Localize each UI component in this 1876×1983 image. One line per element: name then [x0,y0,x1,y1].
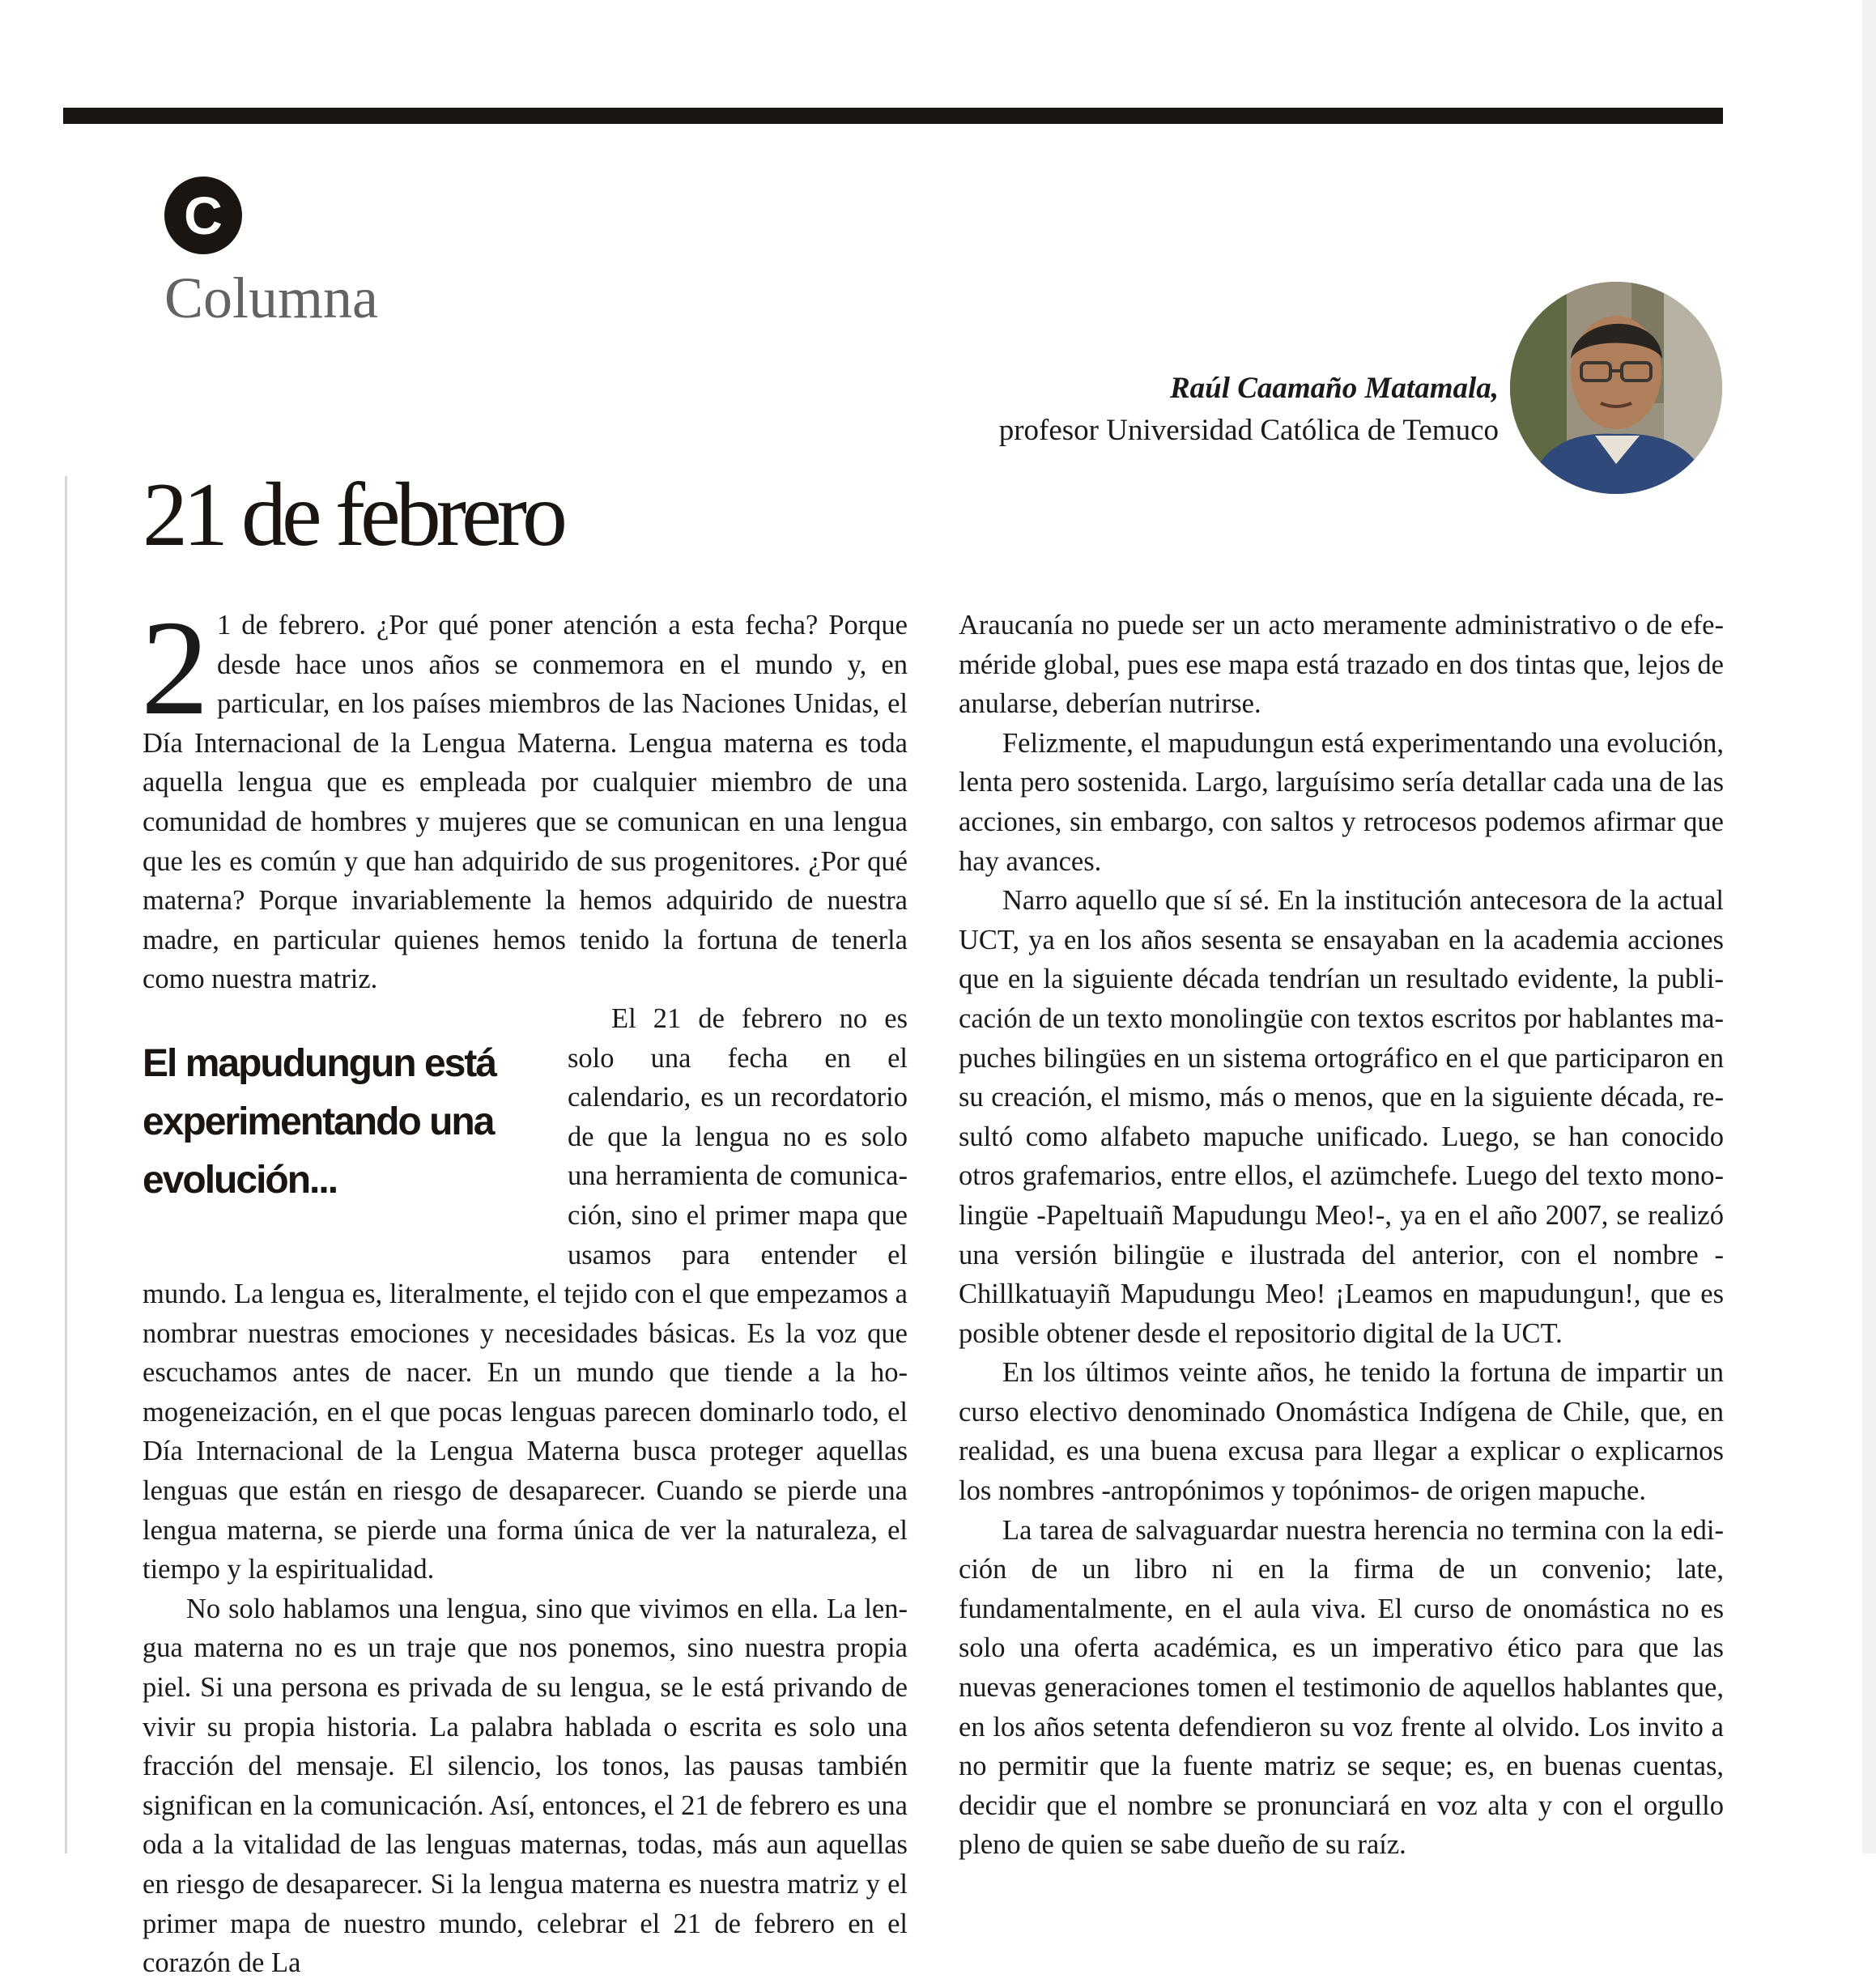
paragraph-text: 1 de febrero. ¿Por qué poner atención a esta fecha? Porque desde hace unos años se conmemora en el mundo y, en particular, en los países miembros de las Naciones Unidas, el Día Internacional de la Lengua Materna. Lengua materna es toda aquella lengua que es empleada por cualquier miembro de una comunidad de hombres y mujeres que se comunican en una lengua que les es común y que han adquirido de sus progenitores. ¿Por qué materna? Porque invariablemente la hemos adquirido de nuestra madre, en particular quienes hemos tenido la fortuna de tenerla como nuestra matriz. [143,610,908,995]
left-margin-rule [65,476,67,1853]
section-label: Columna [164,266,378,330]
headline: 21 de febrero [143,465,564,565]
article-paragraph: En los últimos veinte años, he tenido la fortuna de impartir un curso electivo denominado Onomástica Indígena de Chile, que, en realidad, es una buena excusa para llegar a explicar o explicarnos los nombres -antropónimos y topónimos- de origen mapuche. [959,1357,1724,1507]
article-paragraph: Narro aquello que sí sé. En la institución antecesora de la actual UCT, ya en los años sesenta se ensayaban en la academia acciones que en la siguiente década tendrían un resultado evidente, la publicación de un texto monolingüe con textos escritos por hablantes mapuches bilingües en un sistema ortográfico en el que participaron en su creación, el mismo, más o menos, que en la siguiente década, resultó como alfabeto mapuche unificado. Luego, se han conocido otros grafemarios, entre ellos, el azümchefe. Luego del texto monolingüe -Papeltuaiñ Mapudungu Meo!-, ya en el año 2007, se realizó una versión bilingüe e ilustrada del anterior, con el nombre -Chillkatuayiñ Mapudungu Meo! ¡Leamos en mapudungun!, que es posible obtener desde el repositorio digital de la UCT. [959,885,1724,1349]
article-paragraph: No solo hablamos una lengua, sino que vivimos en ella. La lengua materna no es un traje que nos ponemos, sino nuestra propia piel. Si una persona es privada de su lengua, se le está privando de vivir su propia historia. La palabra hablada o escrita es solo una fracción del mensaje. El silencio, los tonos, las pausas también significan en la comunicación. Así, entonces, el 21 de febrero es una oda a la vitalidad de las lenguas maternas, todas, más aun aquellas en riesgo de desaparecer. Si la lengua materna es nuestra matriz y el primer mapa de nuestro mundo, celebrar el 21 de febrero en el corazón de La [143,1593,908,1979]
drop-cap: 2 [141,593,209,743]
author-name: Raúl Caamaño Matamala, [1169,372,1499,405]
article-column-right [959,606,1724,1865]
article-paragraph: La tarea de salvaguardar nuestra herencia no termina con la edición de un libro ni en la firma de un convenio; late, fundamentalmente, en el aula viva. El curso de onomástica no es solo una oferta académica, es un imperativo ético para que las nuevas generaciones tomen el testimonio de aquellos hablantes que, en los años setenta defendieron su voz frente al olvido. Los invito a no permitir que la fuente matriz se seque; es, en buenas cuentas, decidir que el nombre se pronunciará en voz alta y con el orgullo pleno de quien se sabe dueño de su raíz. [959,1514,1724,1861]
article-paragraph: Felizmente, el mapudungun está experimentando una evolución, lenta pero sostenida. Largo, larguísimo sería detallar cada una de las acciones, sin embargo, con saltos y retrocesos podemos afirmar que hay avances. [959,727,1724,877]
byline [999,368,1499,452]
author-portrait-photo-icon [1510,282,1722,494]
column-c-badge-icon: C [164,177,242,254]
pull-quote: El mapudungun está experimentando una evolución... [143,1041,496,1202]
top-rule [63,108,1723,124]
page-edge [1862,0,1876,1853]
author-role: profesor Universidad Católica de Temuco [998,414,1499,447]
article-paragraph [141,593,908,999]
article-paragraph: El 21 de febrero no es solo una fecha en el calendario, es un recordatorio de que la lengua no es solo una herramienta de comunicación, sino el primer mapa que usamos para entender el mundo. La lengua es, literalmente, el tejido con el que empezamos a nombrar nuestras emociones y necesidades básicas. Es la voz que escuchamos antes de nacer. En un mundo que tiende a la homogeneización, en el que pocas lenguas parecen dominarlo todo, el Día Internacional de la Lengua Materna busca proteger aquellas lenguas que están en riesgo de desaparecer. Cuando se pierde una lengua materna, se pierde una forma única de ver la naturaleza, el tiempo y la espiritualidad. [143,1002,908,1585]
article-paragraph: Araucanía no puede ser un acto meramente administrativo o de efeméride global, pues ese mapa está trazado en dos tintas que, lejos de anularse, deberían nutrirse. [959,610,1724,720]
author-photo [1510,282,1722,494]
article-column-left [141,593,908,1983]
